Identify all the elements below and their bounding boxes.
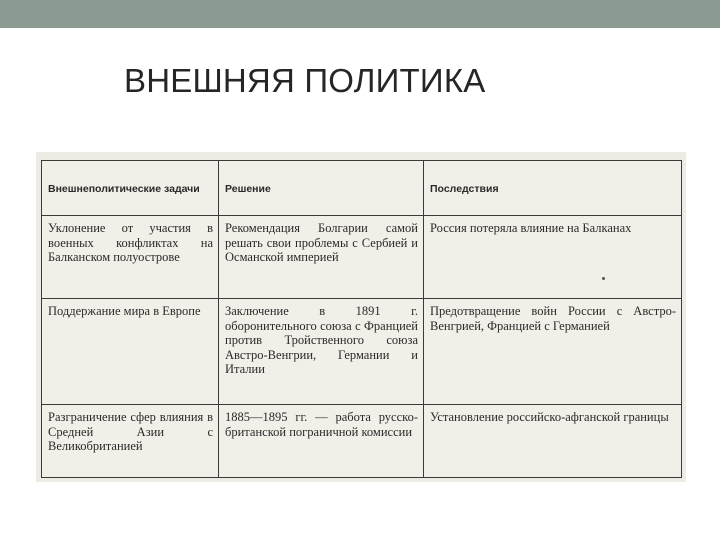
cell-decision: Заключение в 1891 г. оборонительного союза с Францией против Тройственного союза Австро-Венгрии, Германии и Италии — [219, 299, 424, 405]
header-consequences: Последствия — [424, 161, 682, 216]
table-row — [42, 299, 682, 405]
slide-title: ВНЕШНЯЯ ПОЛИТИКА — [124, 62, 486, 99]
header-tasks: Внешнеполитические задачи — [42, 161, 219, 216]
table-row — [42, 405, 682, 478]
cell-task: Поддержание мира в Европе — [42, 299, 219, 405]
cell-consequence: Россия потеряла влияние на Балканах — [424, 216, 682, 299]
table-row — [42, 216, 682, 299]
cell-decision: 1885—1895 гг. — работа русско-британской пограничной комиссии — [219, 405, 424, 478]
cell-task: Уклонение от участия в военных конфликтах на Балканском полуострове — [42, 216, 219, 299]
cell-consequence: Установление российско-афганской границы — [424, 405, 682, 478]
scanned-table-image — [36, 152, 686, 482]
cell-consequence: Предотвращение войн России с Австро-Венгрией, Францией с Германией — [424, 299, 682, 405]
top-accent-bar — [0, 0, 720, 28]
scan-speck — [602, 277, 605, 280]
cell-decision: Рекомендация Болгарии самой решать свои проблемы с Сербией и Османской империей — [219, 216, 424, 299]
foreign-policy-table — [41, 160, 682, 478]
header-decision: Решение — [219, 161, 424, 216]
table-header-row — [42, 161, 682, 216]
cell-task: Разграничение сфер влияния в Средней Азии с Великобританией — [42, 405, 219, 478]
